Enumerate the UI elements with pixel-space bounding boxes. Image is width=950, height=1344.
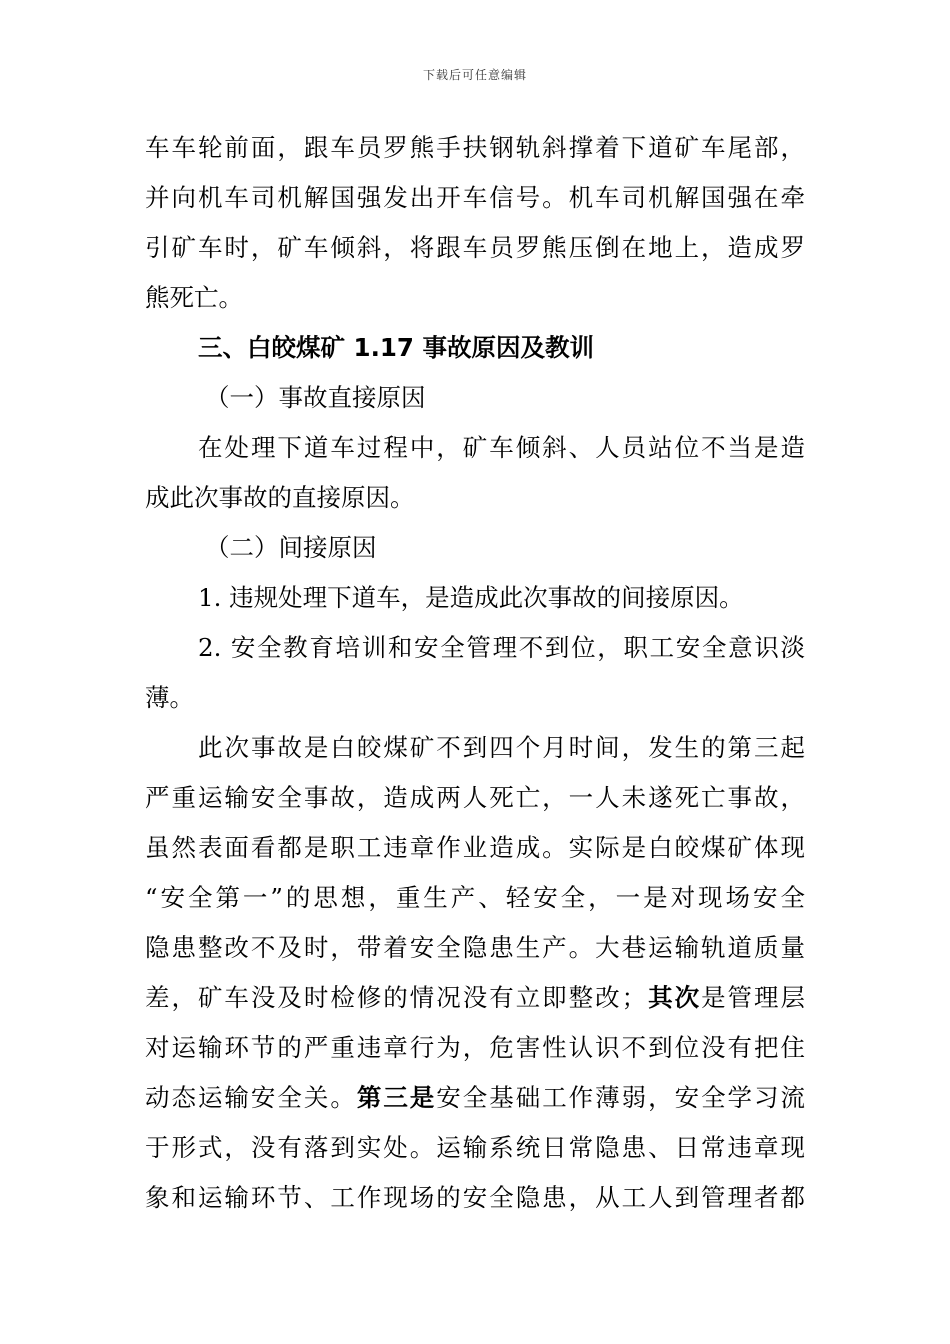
text-line: 成此次事故的直接原因。 bbox=[145, 483, 415, 512]
text-line: 此次事故是白皎煤矿不到四个月时间，发生的第三起 bbox=[198, 733, 805, 762]
text-line: 熊死亡。 bbox=[145, 283, 243, 312]
text-line: 车车轮前面，跟车员罗熊手扶钢轨斜撑着下道矿车尾部， bbox=[145, 133, 805, 162]
subsection-heading: （一）事故直接原因 bbox=[205, 383, 426, 412]
section-heading: 三、白皎煤矿 1.17 事故原因及教训 bbox=[198, 333, 595, 362]
page-header: 下载后可任意编辑 bbox=[422, 68, 527, 82]
text-line: “安全第一”的思想，重生产、轻安全，一是对现场安全 bbox=[145, 883, 805, 912]
list-item: 2. 安全教育培训和安全管理不到位，职工安全意识淡 bbox=[198, 633, 805, 662]
text-span: 安全基础工作薄弱，安全学习流 bbox=[436, 1083, 806, 1112]
list-item: 1. 违规处理下道车，是造成此次事故的间接原因。 bbox=[198, 583, 744, 612]
bold-text: 其次 bbox=[646, 983, 702, 1012]
text-span: 是管理层 bbox=[701, 983, 805, 1012]
text-line: 薄。 bbox=[145, 683, 194, 712]
text-line: 引矿车时，矿车倾斜，将跟车员罗熊压倒在地上，造成罗 bbox=[145, 233, 805, 262]
text-line: 对运输环节的严重违章行为，危害性认识不到位没有把住 bbox=[145, 1033, 805, 1062]
text-span: 差，矿车没及时检修的情况没有立即整改； bbox=[145, 983, 647, 1012]
text-line bbox=[145, 1082, 805, 1114]
text-line: 于形式，没有落到实处。运输系统日常隐患、日常违章现 bbox=[145, 1133, 805, 1162]
text-line: 虽然表面看都是职工违章作业造成。实际是白皎煤矿体现 bbox=[145, 833, 805, 862]
subsection-heading: （二）间接原因 bbox=[205, 533, 377, 562]
text-line: 并向机车司机解国强发出开车信号。机车司机解国强在牵 bbox=[145, 183, 805, 212]
bold-text: 第三是 bbox=[356, 1083, 437, 1112]
text-line: 严重运输安全事故，造成两人死亡，一人未遂死亡事故， bbox=[145, 783, 805, 812]
text-line: 在处理下道车过程中，矿车倾斜、人员站位不当是造 bbox=[198, 433, 805, 462]
text-span: 动态运输安全关。 bbox=[145, 1083, 357, 1112]
text-line: 隐患整改不及时，带着安全隐患生产。大巷运输轨道质量 bbox=[145, 933, 805, 962]
text-line: 象和运输环节、工作现场的安全隐患，从工人到管理者都 bbox=[145, 1183, 805, 1212]
text-line bbox=[145, 982, 805, 1014]
